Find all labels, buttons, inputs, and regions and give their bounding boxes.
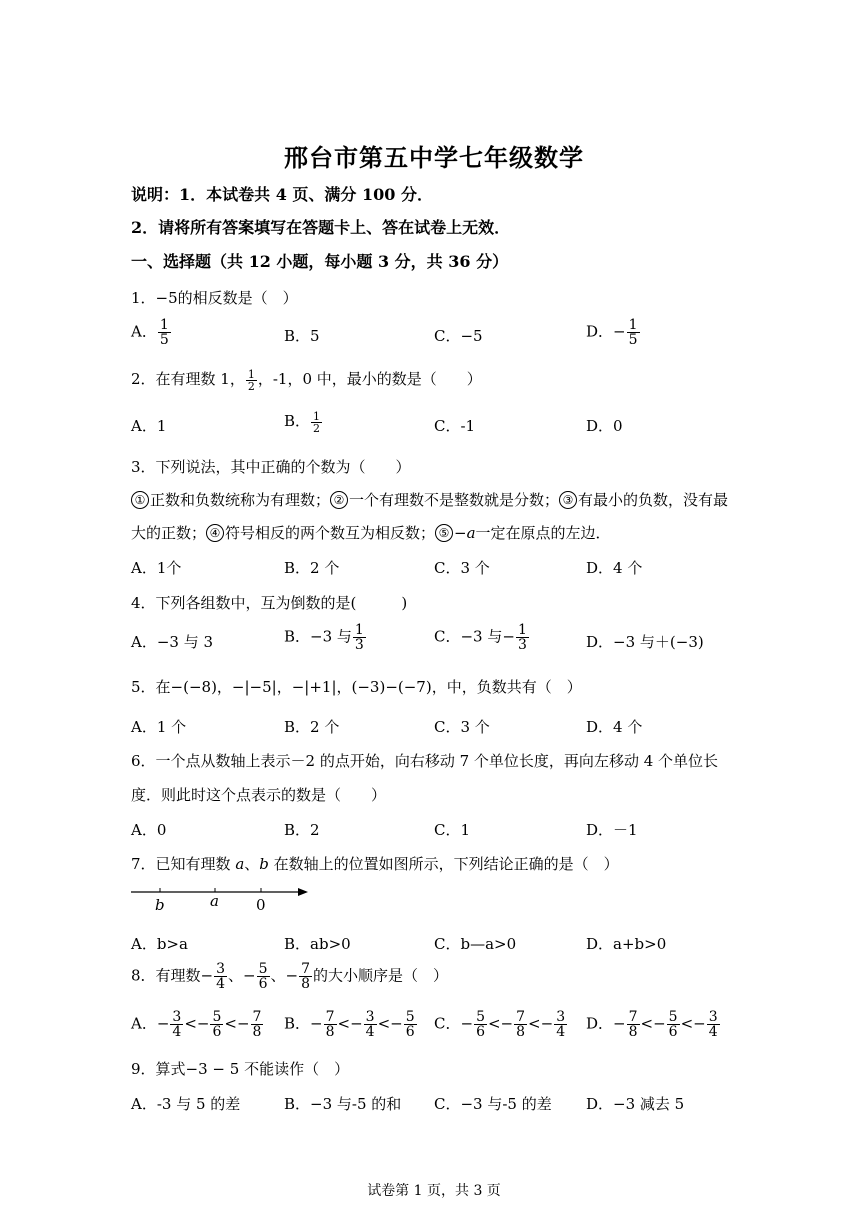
q5-option-a[interactable]: A．1 个	[131, 718, 187, 736]
circled-number-4: ④	[206, 524, 224, 542]
label-0: 0	[256, 896, 266, 914]
q2-option-a[interactable]: A．1	[131, 417, 167, 435]
q7-option-c[interactable]: C．b—a>0	[434, 935, 517, 953]
q2-option-d[interactable]: D．0	[586, 417, 623, 435]
number-line-arrow	[298, 888, 308, 896]
q5-option-d[interactable]: D．4 个	[586, 718, 643, 736]
q6-option-a[interactable]: A．0	[131, 821, 167, 839]
q8-option-d[interactable]: D．− $\frac{7}{8}$ <− $\frac{5}{6}$ <− $\frac{3}{4}$	[586, 1009, 718, 1040]
question-4-stem: 4．下列各组数中，互为倒数的是( )	[131, 594, 408, 612]
q2-option-c[interactable]: C．-1	[434, 417, 476, 435]
number-line-figure	[128, 880, 328, 920]
question-1-stem: 1．−5的相反数是（ ）	[131, 289, 298, 307]
q1-option-d[interactable]: D．− $\frac{1}{5}$	[586, 317, 638, 348]
q9-option-c[interactable]: C．−3 与-5 的差	[434, 1095, 552, 1113]
q9-option-a[interactable]: A．-3 与 5 的差	[131, 1095, 241, 1113]
question-6-line-2: 度．则此时这个点表示的数是（ ）	[131, 786, 387, 804]
circled-number-2: ②	[330, 491, 348, 509]
question-3-line-2: 大的正数； ④ 符号相反的两个数互为相反数； ⑤ −a一定在原点的左边．	[131, 524, 611, 542]
q6-option-d[interactable]: D．－1	[586, 821, 638, 839]
question-3-stem: 3．下列说法，其中正确的个数为（ ）	[131, 458, 411, 476]
page-footer: 试卷第 1 页，共 3 页	[367, 1183, 501, 1199]
q8-option-b[interactable]: B．− $\frac{7}{8}$ <− $\frac{3}{4}$ <− $\frac{5}{6}$	[284, 1009, 415, 1040]
q3-option-c[interactable]: C．3 个	[434, 559, 490, 577]
q6-option-c[interactable]: C．1	[434, 821, 471, 839]
q4-option-b[interactable]: B．−3 与 $\frac{1}{3}$	[284, 622, 364, 653]
question-8-stem: 8．有理数− $\frac{3}{4}$ 、− $\frac{5}{6}$ 、− $\frac{7}{8}$ 的大小顺序是（ ）	[131, 961, 449, 992]
circled-number-5: ⑤	[435, 524, 453, 542]
question-6-line-1: 6．一个点从数轴上表示－2 的点开始，向右移动 7 个单位长度，再向左移动 4 个单位长	[131, 752, 719, 770]
label-b: b	[155, 896, 165, 914]
q3-option-a[interactable]: A．1个	[131, 559, 182, 577]
question-2-stem: 2．在有理数 1， $\frac{1}{2}$ ，-1，0 中，最小的数是（ ）	[131, 367, 482, 393]
q1-option-b[interactable]: B．5	[284, 327, 320, 345]
q3-option-d[interactable]: D．4 个	[586, 559, 643, 577]
q4-option-d[interactable]: D．−3 与＋(−3)	[586, 633, 704, 651]
q7-option-a[interactable]: A．b>a	[131, 935, 188, 953]
q8-option-c[interactable]: C．− $\frac{5}{6}$ <− $\frac{7}{8}$ <− $\frac{3}{4}$	[434, 1009, 566, 1040]
question-7-stem: 7．已知有理数 a、b 在数轴上的位置如图所示，下列结论正确的是（ ）	[131, 855, 619, 873]
q5-option-c[interactable]: C．3 个	[434, 718, 490, 736]
q7-option-d[interactable]: D．a+b>0	[586, 935, 667, 953]
label-a: a	[210, 892, 219, 910]
circled-number-3: ③	[559, 491, 577, 509]
q9-option-d[interactable]: D．−3 减去 5	[586, 1095, 685, 1113]
q9-option-b[interactable]: B．−3 与-5 的和	[284, 1095, 402, 1113]
question-5-stem: 5．在−(−8)，−|−5|，−|+1|，(−3)−(−7)，中，负数共有（ ）	[131, 678, 582, 696]
q7-option-b[interactable]: B．ab>0	[284, 935, 351, 953]
q3-option-b[interactable]: B．2 个	[284, 559, 340, 577]
q8-option-a[interactable]: A．− $\frac{3}{4}$ <− $\frac{5}{6}$ <− $\frac{7}{8}$	[131, 1009, 262, 1040]
question-3-line-1: ① 正数和负数统称为有理数； ② 一个有理数不是整数就是分数； ③ 有最小的负数，没有最	[131, 489, 728, 510]
q1-option-c[interactable]: C．−5	[434, 327, 483, 345]
q4-option-a[interactable]: A．−3 与 3	[131, 633, 214, 651]
note-2: 2．请将所有答案填写在答题卡上、答在试卷上无效．	[131, 218, 511, 237]
q2-option-b[interactable]: B． $\frac{1}{2}$	[284, 409, 321, 435]
q6-option-b[interactable]: B．2	[284, 821, 320, 839]
circled-number-1: ①	[131, 491, 149, 509]
note-1: 说明：1．本试卷共 4 页、满分 100 分．	[131, 185, 433, 204]
q5-option-b[interactable]: B．2 个	[284, 718, 340, 736]
question-9-stem: 9．算式−3 − 5 不能读作（ ）	[131, 1060, 350, 1078]
q4-option-c[interactable]: C．−3 与− $\frac{1}{3}$	[434, 622, 527, 653]
page-title: 邢台市第五中学七年级数学	[284, 143, 584, 172]
section-heading: 一、选择题（共 12 小题，每小题 3 分，共 36 分）	[131, 252, 509, 271]
q1-option-a[interactable]: A． $\frac{1}{5}$	[131, 317, 169, 348]
